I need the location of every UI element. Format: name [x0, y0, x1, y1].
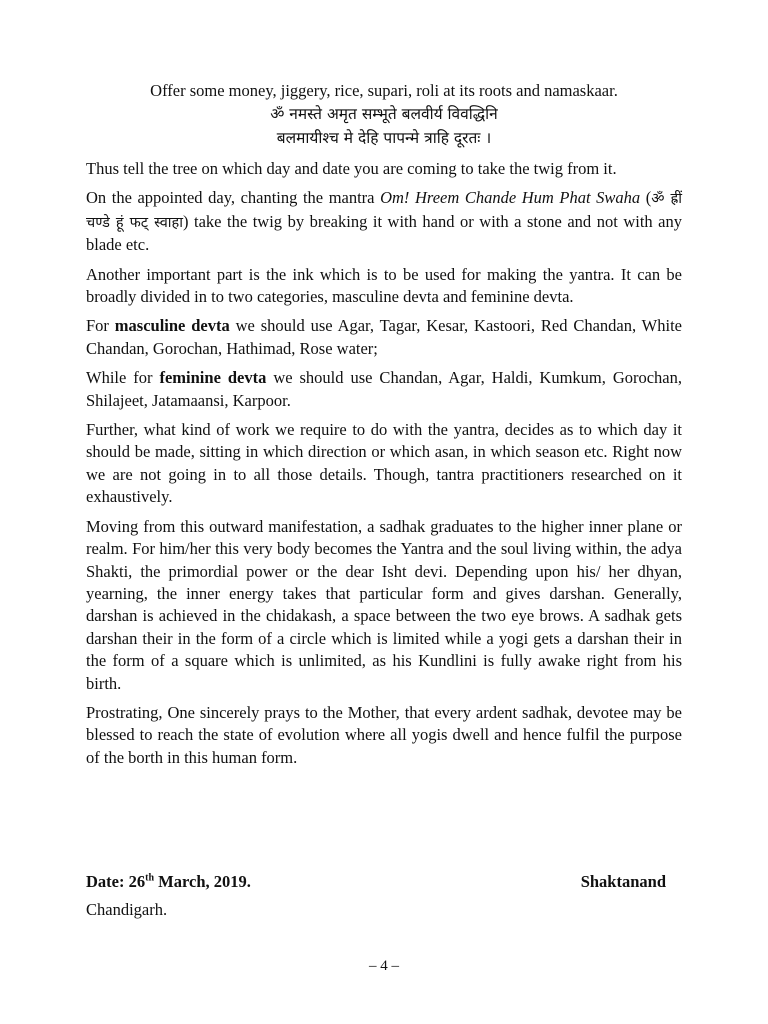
offering-line: Offer some money, jiggery, rice, supari, roli at its roots and namaskaar.	[150, 81, 618, 100]
masculine-ingredients: we should use Agar, Tagar, Kesar, Kastoori, Red Chandan, White Chandan, Gorochan, Hathimad, Rose water;	[86, 316, 682, 358]
sanskrit-mantra-line-2: बलमायीश्च मे देहि पापन्मे त्राहि दूरतः ।	[276, 129, 492, 147]
paragraph-feminine-devta	[86, 367, 682, 412]
feminine-devta-label: feminine devta	[159, 368, 267, 388]
paragraph-yantra-work: Further, what kind of work we require to do with the yantra, decides as to which day it should be made, sitting in which direction or which asan, in which season etc. Right now we are not going in to all those details. Though, tantra practitioners researched on it exhaustively.	[86, 420, 682, 507]
sanskrit-mantra-line-1: ॐ नमस्ते अमृत सम्भूते बलवीर्य विवद्धिनि	[270, 105, 498, 123]
paragraph-ink: Another important part is the ink which is to be used for making the yantra. It can be broadly divided in to two categories, masculine devta and feminine devta.	[86, 264, 682, 307]
page-number: – 4 –	[369, 958, 399, 974]
mantra-transliteration: Om! Hreem Chande Hum Phat Swaha	[380, 188, 641, 208]
date-line	[86, 872, 251, 892]
paragraph-inner-plane: Moving from this outward manifestation, a sadhak graduates to the higher inner plane or realm. For him/her this very body becomes the Yantra and the soul living within, the adya Shakti, the primordial power or the dear Isht devi. Depending upon his/ her dhyan, yearning, the inner energy takes that particular form and gives darshan. Generally, darshan is achieved in the chidakash, a space between the two eye brows. A sadhak gets darshan their in the form of a circle which is limited while a yogi gets a darshan their in the form of a square which is unlimited, as his Kundlini is fully awake right from his birth.	[86, 516, 682, 693]
mantra-devanagari: ॐ ह्रीं चण्डे हूं फट् स्वाहा	[86, 191, 682, 231]
paragraph-tell-the-tree: Thus tell the tree on which day and date you are coming to take the twig from it.	[86, 159, 617, 178]
date-ordinal: th	[145, 872, 155, 884]
appointed-day-text-end: ) take the twig by breaking it with hand or with a stone and not with any blade etc.	[86, 211, 683, 255]
signature-row	[86, 872, 666, 892]
paragraph-prostrating: Prostrating, One sincerely prays to the Mother, that every ardent sadhak, devotee may be blessed to reach the state of evolution where all yogis dwell and hence fulfil the purpose of the borth in this human form.	[86, 702, 682, 767]
masculine-lead: For	[86, 316, 115, 336]
feminine-ingredients: we should use Chandan, Agar, Haldi, Kumkum, Gorochan, Shilajeet, Jatamaansi, Karpoor.	[86, 368, 683, 410]
date-suffix: March, 2019.	[154, 872, 251, 891]
paragraph-masculine-devta	[86, 315, 682, 360]
paragraph-appointed-day	[86, 187, 682, 256]
author-name: Shaktanand	[580, 872, 666, 891]
feminine-lead: While for	[86, 368, 160, 388]
date-prefix: Date: 26	[86, 872, 146, 891]
masculine-devta-label: masculine devta	[114, 316, 230, 336]
city-line: Chandigarh.	[86, 900, 168, 919]
appointed-day-text: On the appointed day, chanting the mantra	[86, 188, 381, 208]
paren-open: (	[640, 188, 652, 208]
